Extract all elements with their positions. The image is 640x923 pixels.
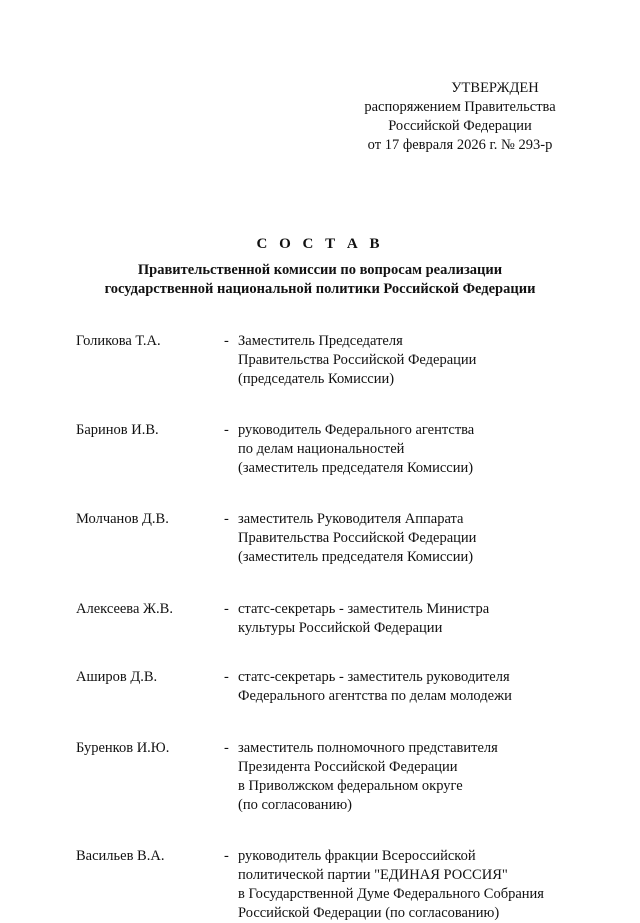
member-position-line: в Приволжском федеральном округе (238, 778, 463, 794)
member-row (76, 600, 576, 638)
member-position-line: по делам национальностей (238, 441, 405, 457)
member-row (76, 847, 576, 923)
member-position (238, 600, 576, 638)
member-dash: - (224, 740, 229, 756)
member-position-line: Правительства Российской Федерации (238, 530, 477, 546)
member-dash: - (224, 333, 229, 349)
approval-block (330, 79, 590, 155)
member-row (76, 421, 576, 478)
member-position-line: (по согласованию) (238, 797, 352, 813)
member-dash: - (224, 669, 229, 685)
member-position-line: руководитель фракции Всероссийской (238, 848, 476, 864)
member-name: Баринов И.В. (76, 422, 159, 438)
member-position-line: (председатель Комиссии) (238, 371, 395, 387)
approval-heading: УТВЕРЖДЕН (451, 80, 539, 96)
approval-date-line: от 17 февраля 2026 г. № 293-р (367, 137, 553, 153)
member-position (238, 421, 576, 478)
member-dash: - (224, 511, 229, 527)
document-subtitle (0, 261, 640, 299)
approval-line: Российской Федерации (388, 118, 532, 134)
member-name: Алексеева Ж.В. (76, 601, 173, 617)
member-position-line: Правительства Российской Федерации (238, 352, 477, 368)
member-position-line: Президента Российской Федерации (238, 759, 458, 775)
approval-line: распоряжением Правительства (364, 99, 556, 115)
member-position (238, 332, 576, 389)
member-dash: - (224, 601, 229, 617)
member-name: Буренков И.Ю. (76, 740, 170, 756)
member-position (238, 668, 576, 706)
member-position (238, 739, 576, 815)
member-row (76, 739, 576, 815)
member-position-line: статс-секретарь - заместитель Министра (238, 601, 490, 617)
member-position (238, 510, 576, 567)
member-name: Аширов Д.В. (76, 669, 158, 685)
member-position-line: Заместитель Председателя (238, 333, 403, 349)
member-position-line: статс-секретарь - заместитель руководителя (238, 669, 510, 685)
member-list (76, 332, 576, 923)
member-name: Голикова Т.А. (76, 333, 161, 349)
member-row (76, 510, 576, 567)
member-position (238, 847, 576, 923)
member-position-line: руководитель Федерального агентства (238, 422, 475, 438)
member-position-line: (заместитель председателя Комиссии) (238, 460, 474, 476)
member-position-line: политической партии "ЕДИНАЯ РОССИЯ" (238, 867, 508, 883)
document-title: С О С Т А В (256, 236, 384, 252)
member-name: Васильев В.А. (76, 848, 165, 864)
subtitle-line: государственной национальной политики Российской Федерации (104, 281, 536, 297)
subtitle-line: Правительственной комиссии по вопросам реализации (137, 262, 503, 278)
member-position-line: заместитель Руководителя Аппарата (238, 511, 464, 527)
member-position-line: Федерального агентства по делам молодежи (238, 688, 512, 704)
member-row (76, 668, 576, 706)
member-position-line: заместитель полномочного представителя (238, 740, 498, 756)
member-position-line: Российской Федерации (по согласованию) (238, 905, 500, 921)
member-name: Молчанов Д.В. (76, 511, 169, 527)
member-position-line: (заместитель председателя Комиссии) (238, 549, 474, 565)
member-dash: - (224, 422, 229, 438)
member-dash: - (224, 848, 229, 864)
member-position-line: культуры Российской Федерации (238, 620, 443, 636)
member-position-line: в Государственной Думе Федерального Собрания (238, 886, 544, 902)
member-row (76, 332, 576, 389)
